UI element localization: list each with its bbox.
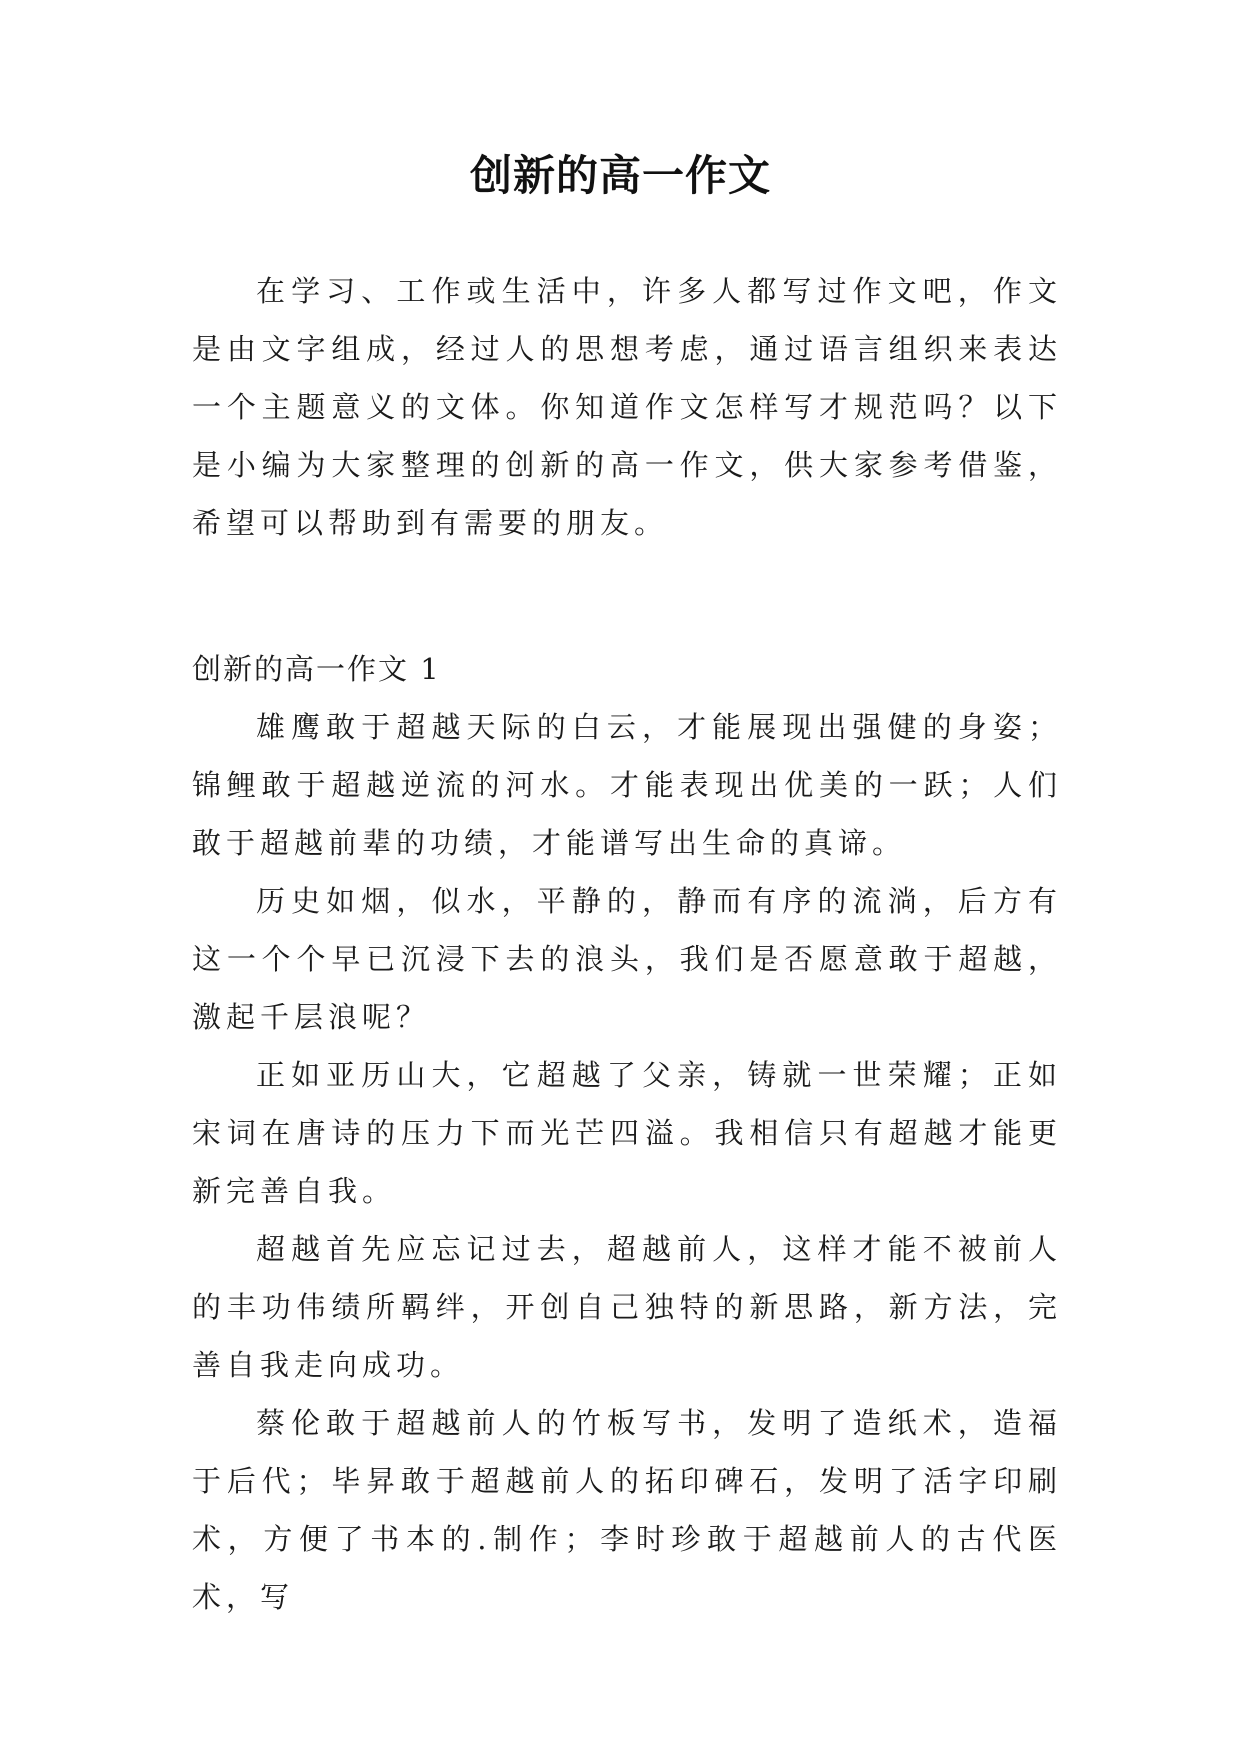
essay-paragraph: 历史如烟，似水，平静的，静而有序的流淌，后方有这一个个早已沉浸下去的浪头，我们是否愿意敢于超越，激起千层浪呢？	[192, 884, 1062, 1034]
section-heading: 创新的高一作文 1	[192, 652, 441, 686]
essay-body	[192, 698, 1062, 1626]
essay-paragraph: 蔡伦敢于超越前人的竹板写书，发明了造纸术，造福于后代；毕昇敢于超越前人的拓印碑石，发明了活字印刷术，方便了书本的.制作；李时珍敢于超越前人的古代医术，写	[192, 1406, 1062, 1614]
document-title: 创新的高一作文	[469, 151, 771, 200]
essay-paragraph: 正如亚历山大，它超越了父亲，铸就一世荣耀；正如宋词在唐诗的压力下而光芒四溢。我相信只有超越才能更新完善自我。	[192, 1058, 1062, 1208]
intro-paragraph: 在学习、工作或生活中，许多人都写过作文吧，作文是由文字组成，经过人的思想考虑，通过语言组织来表达一个主题意义的文体。你知道作文怎样写才规范吗？以下是小编为大家整理的创新的高一作文，供大家参考借鉴，希望可以帮助到有需要的朋友。	[192, 274, 1062, 540]
essay-paragraph: 雄鹰敢于超越天际的白云，才能展现出强健的身姿；锦鲤敢于超越逆流的河水。才能表现出优美的一跃；人们敢于超越前辈的功绩，才能谱写出生命的真谛。	[192, 710, 1062, 860]
essay-paragraph: 超越首先应忘记过去，超越前人，这样才能不被前人的丰功伟绩所羁绊，开创自己独特的新思路，新方法，完善自我走向成功。	[192, 1232, 1062, 1382]
